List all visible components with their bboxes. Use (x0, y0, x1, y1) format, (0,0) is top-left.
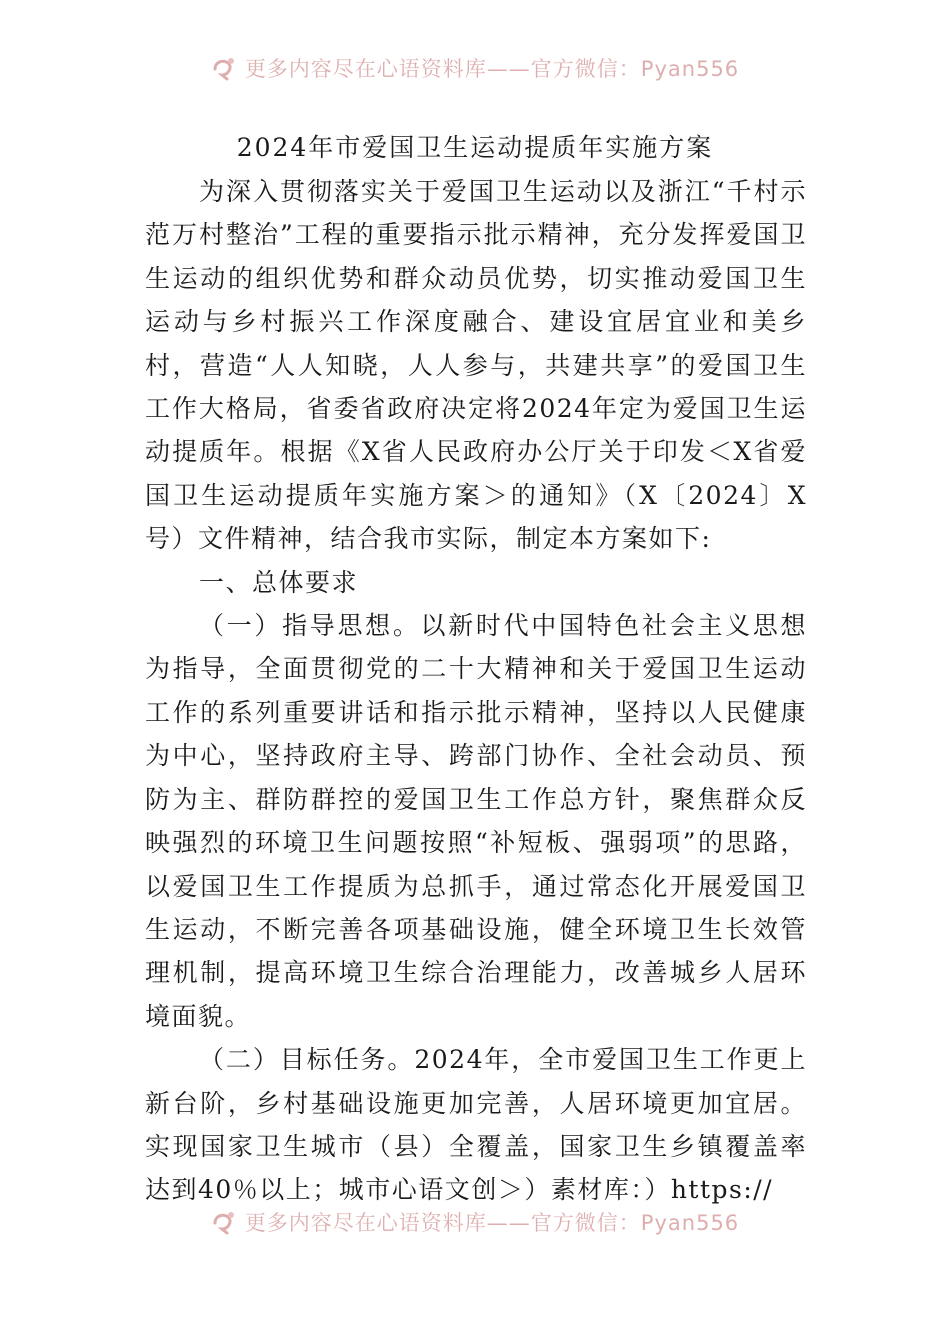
target-task-paragraph: （二）目标任务。2024年，全市爱国卫生工作更上新台阶，乡村基础设施更加完善，人居环境更加宜居。实现国家卫生城市（县）全覆盖，国家卫生乡镇覆盖率达到40％以上；城市心语文创＞）素材库：）https:// (145, 1045, 807, 1205)
watermark-footer (0, 1202, 950, 1242)
watermark-logo-icon (211, 1209, 237, 1235)
section-heading: 一、总体要求 (199, 567, 359, 597)
watermark-header (0, 48, 950, 88)
watermark-logo-icon (211, 55, 237, 81)
guiding-ideology-paragraph: （一）指导思想。以新时代中国特色社会主义思想为指导，全面贯彻党的二十大精神和关于爱国卫生运动工作的系列重要讲话和指示批示精神，坚持以人民健康为中心，坚持政府主导、跨部门协作、全社会动员、预防为主、群防群控的爱国卫生工作总方针，聚焦群众反映强烈的环境卫生问题按照“补短板、强弱项”的思路，以爱国卫生工作提质为总抓手，通过常态化开展爱国卫生运动，不断完善各项基础设施，健全环境卫生长效管理机制，提高环境卫生综合治理能力，改善城乡人居环境面貌。 (145, 611, 807, 1031)
watermark-text: 更多内容尽在心语资料库——官方微信：Pyan556 (244, 1211, 740, 1235)
intro-paragraph: 为深入贯彻落实关于爱国卫生运动以及浙江“千村示范万村整治”工程的重要指示批示精神，充分发挥爱国卫生运动的组织优势和群众动员优势，切实推动爱国卫生运动与乡村振兴工作深度融合、建设宜居宜业和美乡村，营造“人人知晓，人人参与，共建共享”的爱国卫生工作大格局，省委省政府决定将2024年定为爱国卫生运动提质年。根据《X省人民政府办公厅关于印发＜X省爱国卫生运动提质年实施方案＞的通知》（X〔2024〕X号）文件精神，结合我市实际，制定本方案如下: (145, 177, 807, 554)
watermark-text: 更多内容尽在心语资料库——官方微信：Pyan556 (244, 57, 740, 81)
document-title: 2024年市爱国卫生运动提质年实施方案 (236, 133, 714, 162)
document-body (145, 170, 807, 1212)
